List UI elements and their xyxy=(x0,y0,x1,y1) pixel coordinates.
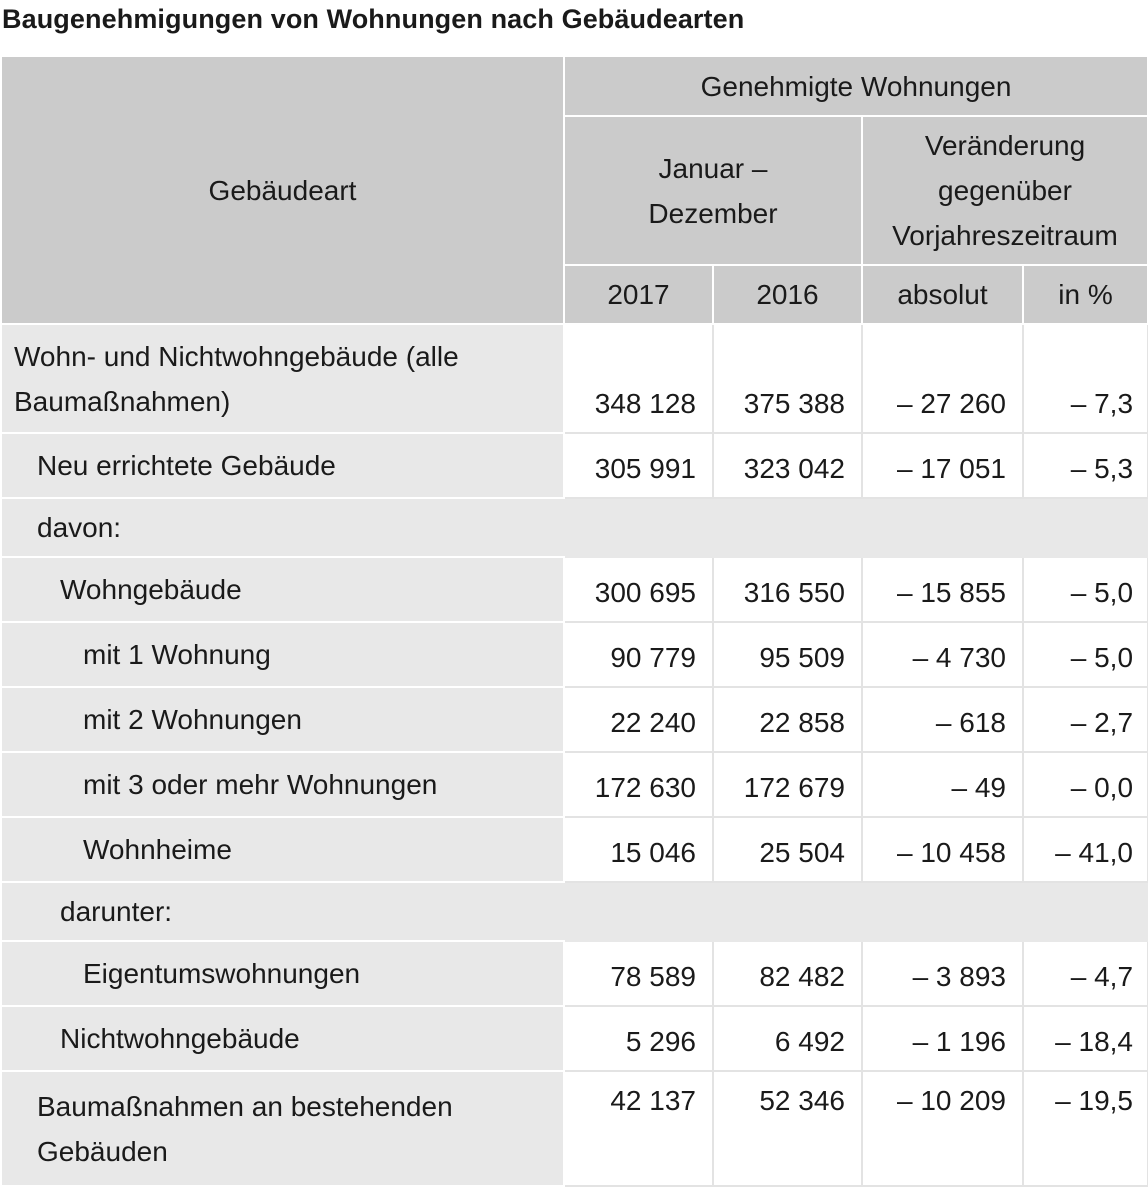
cell-2017: 348 128 xyxy=(564,324,713,433)
cell-2017: 90 779 xyxy=(564,622,713,687)
table-row xyxy=(1,433,1148,498)
row-label: davon: xyxy=(1,498,564,557)
header-absolut: absolut xyxy=(862,265,1023,324)
cell-absolut: – 618 xyxy=(862,687,1023,752)
cell-2016: 375 388 xyxy=(713,324,862,433)
cell-2016: 95 509 xyxy=(713,622,862,687)
cell-absolut: – 49 xyxy=(862,752,1023,817)
cell-2017: 172 630 xyxy=(564,752,713,817)
cell-2017: 42 137 xyxy=(564,1071,713,1186)
cell-2017: 78 589 xyxy=(564,941,713,1006)
header-change: Veränderung gegenüber Vorjahreszeitraum xyxy=(862,116,1148,265)
cell-absolut: – 3 893 xyxy=(862,941,1023,1006)
cell-2016: 6 492 xyxy=(713,1006,862,1071)
table-row xyxy=(1,687,1148,752)
table-row xyxy=(1,622,1148,687)
cell-2016: 22 858 xyxy=(713,687,862,752)
cell-absolut: – 4 730 xyxy=(862,622,1023,687)
row-label: darunter: xyxy=(1,882,564,941)
row-label: Neu errichtete Gebäude xyxy=(1,433,564,498)
table-section-row xyxy=(1,498,1148,557)
table-row xyxy=(1,1006,1148,1071)
header-year-2017: 2017 xyxy=(564,265,713,324)
cell-percent: – 41,0 xyxy=(1023,817,1148,882)
cell-percent: – 7,3 xyxy=(1023,324,1148,433)
building-permits-table xyxy=(0,55,1148,1187)
cell-absolut: – 15 855 xyxy=(862,557,1023,622)
cell-2016: 172 679 xyxy=(713,752,862,817)
row-label: Eigentumswohnungen xyxy=(1,941,564,1006)
header-year-2016: 2016 xyxy=(713,265,862,324)
cell-absolut: – 10 458 xyxy=(862,817,1023,882)
cell-percent: – 18,4 xyxy=(1023,1006,1148,1071)
header-period: Januar – Dezember xyxy=(564,116,862,265)
table-row xyxy=(1,557,1148,622)
cell-percent: – 4,7 xyxy=(1023,941,1148,1006)
row-label: Wohnheime xyxy=(1,817,564,882)
cell-2017: 22 240 xyxy=(564,687,713,752)
table-row xyxy=(1,941,1148,1006)
header-in-percent: in % xyxy=(1023,265,1148,324)
section-fill xyxy=(564,498,1148,557)
table-section-row xyxy=(1,882,1148,941)
cell-2016: 316 550 xyxy=(713,557,862,622)
table-row xyxy=(1,324,1148,433)
row-label: mit 2 Wohnungen xyxy=(1,687,564,752)
section-fill xyxy=(564,882,1148,941)
cell-absolut: – 1 196 xyxy=(862,1006,1023,1071)
cell-2017: 15 046 xyxy=(564,817,713,882)
cell-2017: 5 296 xyxy=(564,1006,713,1071)
cell-percent: – 19,5 xyxy=(1023,1071,1148,1186)
row-label: Wohn- und Nichtwohngebäude (alle Baumaßnahmen) xyxy=(1,324,564,433)
row-label: mit 3 oder mehr Wohnungen xyxy=(1,752,564,817)
cell-2016: 25 504 xyxy=(713,817,862,882)
cell-percent: – 5,0 xyxy=(1023,622,1148,687)
row-label: Nichtwohngebäude xyxy=(1,1006,564,1071)
row-label: Baumaßnahmen an bestehenden Gebäuden xyxy=(1,1071,564,1186)
row-label: Wohngebäude xyxy=(1,557,564,622)
cell-percent: – 5,0 xyxy=(1023,557,1148,622)
cell-absolut: – 10 209 xyxy=(862,1071,1023,1186)
cell-2016: 323 042 xyxy=(713,433,862,498)
header-genehmigte-wohnungen: Genehmigte Wohnungen xyxy=(564,56,1148,116)
cell-2016: 82 482 xyxy=(713,941,862,1006)
cell-percent: – 0,0 xyxy=(1023,752,1148,817)
cell-percent: – 5,3 xyxy=(1023,433,1148,498)
header-gebaeudeart: Gebäudeart xyxy=(1,56,564,324)
table-row xyxy=(1,817,1148,882)
cell-absolut: – 27 260 xyxy=(862,324,1023,433)
table-row xyxy=(1,752,1148,817)
cell-absolut: – 17 051 xyxy=(862,433,1023,498)
table-row xyxy=(1,1071,1148,1186)
cell-percent: – 2,7 xyxy=(1023,687,1148,752)
row-label: mit 1 Wohnung xyxy=(1,622,564,687)
cell-2017: 305 991 xyxy=(564,433,713,498)
cell-2016: 52 346 xyxy=(713,1071,862,1186)
table-title: Baugenehmigungen von Wohnungen nach Gebäudearten xyxy=(2,4,745,34)
cell-2017: 300 695 xyxy=(564,557,713,622)
